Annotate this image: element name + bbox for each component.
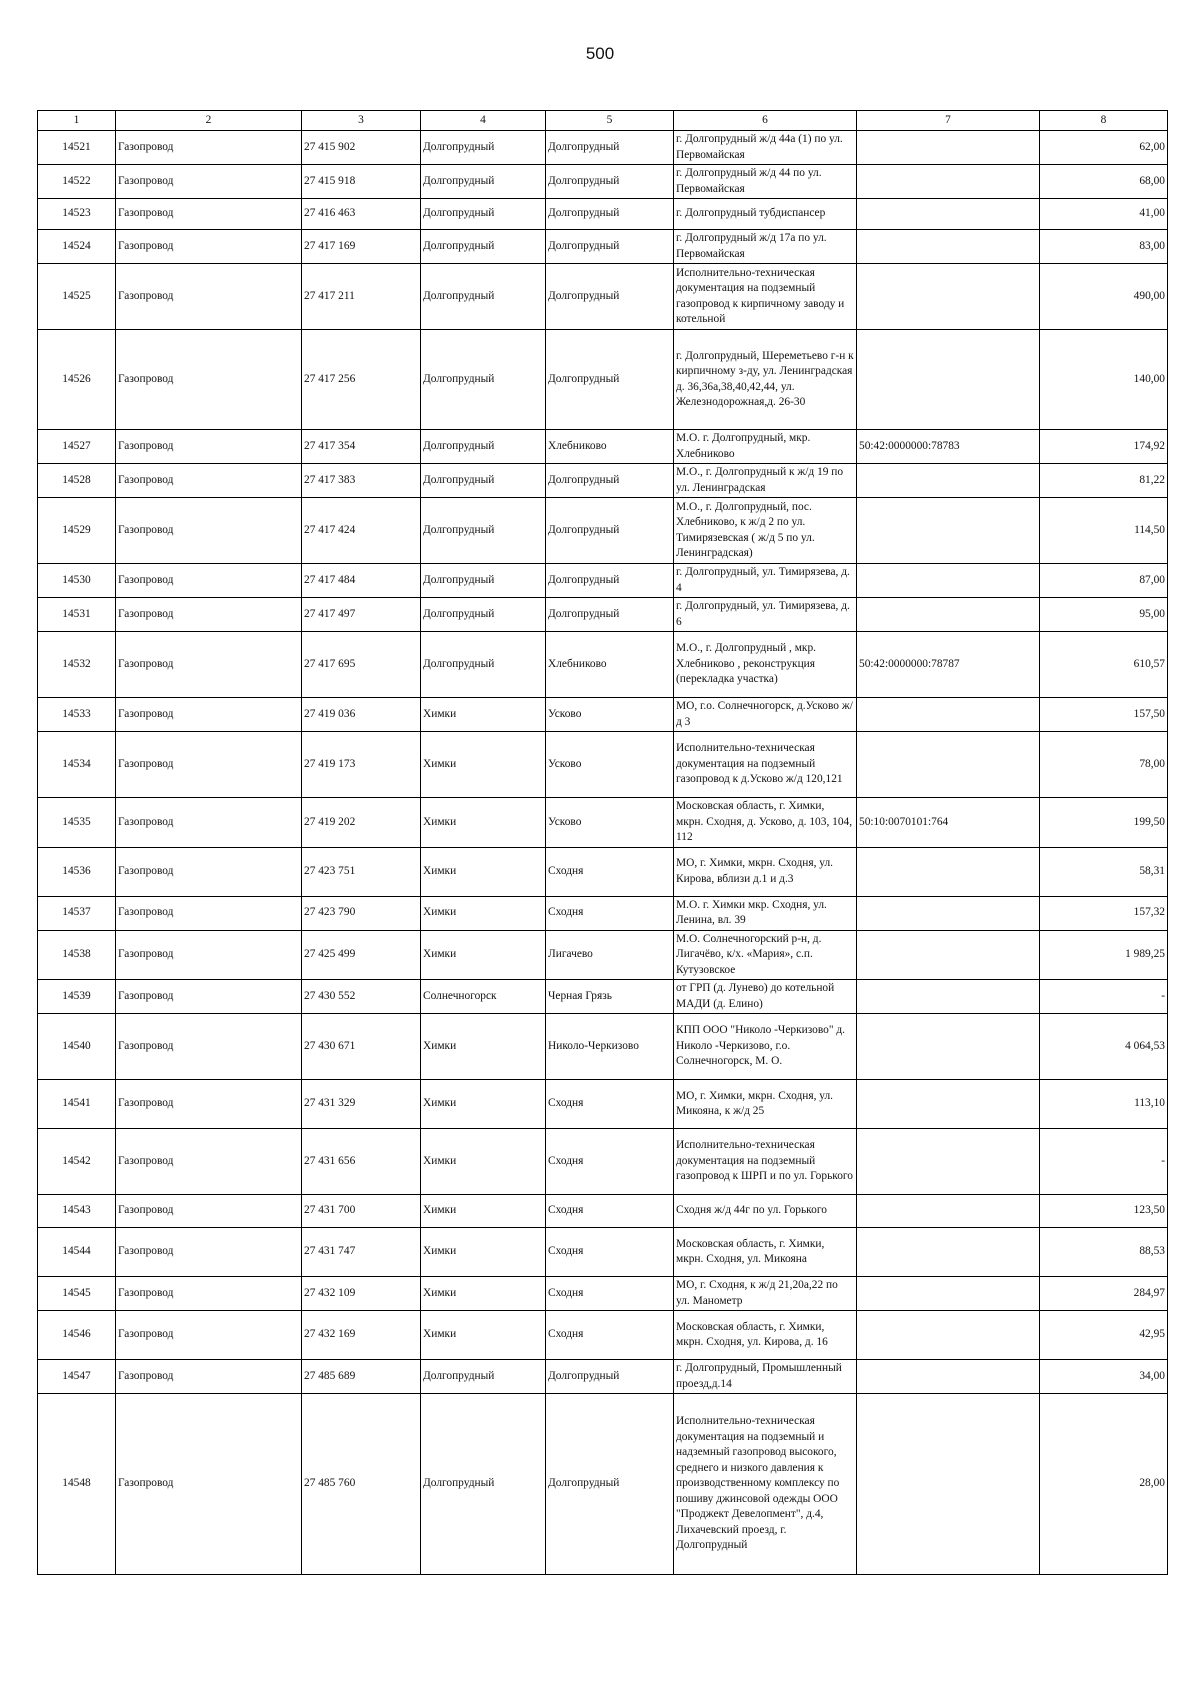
cell-address: Московская область, г. Химки, мкрн. Сходня, ул. Кирова, д. 16 <box>674 1311 857 1360</box>
cell-object-type: Газопровод <box>116 1080 302 1129</box>
cell-object-type: Газопровод <box>116 930 302 980</box>
cell-locality: Долгопрудный <box>546 598 674 632</box>
cell-number: 14529 <box>38 498 116 564</box>
table-row <box>38 1080 1168 1129</box>
table-row <box>38 264 1168 330</box>
cell-locality: Долгопрудный <box>546 165 674 199</box>
cell-inventory-code: 27 417 484 <box>302 564 421 598</box>
table-row <box>38 1360 1168 1394</box>
cell-cadastral-number <box>857 131 1040 165</box>
cell-number: 14525 <box>38 264 116 330</box>
cell-object-type: Газопровод <box>116 1195 302 1228</box>
cell-district: Химки <box>421 698 546 732</box>
cell-cadastral-number <box>857 732 1040 798</box>
table-row <box>38 732 1168 798</box>
table-row <box>38 464 1168 498</box>
cell-locality: Усково <box>546 732 674 798</box>
cell-cadastral-number <box>857 1277 1040 1311</box>
cell-number: 14531 <box>38 598 116 632</box>
cell-district: Долгопрудный <box>421 598 546 632</box>
cell-object-type: Газопровод <box>116 430 302 464</box>
cell-address: МО, г. Химки, мкрн. Сходня, ул. Кирова, вблизи д.1 и д.3 <box>674 847 857 896</box>
cell-locality: Сходня <box>546 847 674 896</box>
cell-locality: Сходня <box>546 1080 674 1129</box>
cell-value: 490,00 <box>1040 264 1168 330</box>
cell-object-type: Газопровод <box>116 1277 302 1311</box>
cell-inventory-code: 27 485 689 <box>302 1360 421 1394</box>
cell-cadastral-number <box>857 199 1040 230</box>
table-row <box>38 199 1168 230</box>
cell-object-type: Газопровод <box>116 131 302 165</box>
cell-district: Химки <box>421 1311 546 1360</box>
column-header: 1 <box>38 111 116 131</box>
cell-inventory-code: 27 431 747 <box>302 1228 421 1277</box>
cell-district: Химки <box>421 1129 546 1195</box>
cell-address: МО, г.о. Солнечногорск, д.Усково ж/д 3 <box>674 698 857 732</box>
cell-object-type: Газопровод <box>116 564 302 598</box>
cell-inventory-code: 27 417 424 <box>302 498 421 564</box>
cell-value: 114,50 <box>1040 498 1168 564</box>
cell-value: - <box>1040 980 1168 1014</box>
cell-cadastral-number <box>857 847 1040 896</box>
cell-address: г. Долгопрудный ж/д 44 по ул. Первомайская <box>674 165 857 199</box>
cell-number: 14545 <box>38 1277 116 1311</box>
cell-cadastral-number <box>857 1394 1040 1575</box>
cell-address: Исполнительно-техническая документация на подземный газопровод к кирпичному заводу и котельной <box>674 264 857 330</box>
cell-address: КПП ООО "Николо -Черкизово" д. Николо -Черкизово, г.о. Солнечногорск, М. О. <box>674 1014 857 1080</box>
cell-value: 95,00 <box>1040 598 1168 632</box>
table-row <box>38 847 1168 896</box>
table-row <box>38 632 1168 698</box>
table-row <box>38 564 1168 598</box>
cell-district: Химки <box>421 896 546 930</box>
cell-inventory-code: 27 415 902 <box>302 131 421 165</box>
cell-object-type: Газопровод <box>116 199 302 230</box>
cell-number: 14530 <box>38 564 116 598</box>
cell-number: 14528 <box>38 464 116 498</box>
cell-number: 14526 <box>38 330 116 430</box>
cell-cadastral-number <box>857 264 1040 330</box>
cell-inventory-code: 27 423 751 <box>302 847 421 896</box>
cell-district: Солнечногорск <box>421 980 546 1014</box>
cell-inventory-code: 27 417 256 <box>302 330 421 430</box>
cell-cadastral-number <box>857 1080 1040 1129</box>
cell-address: МО, г. Химки, мкрн. Сходня, ул. Микояна, к ж/д 25 <box>674 1080 857 1129</box>
cell-value: 610,57 <box>1040 632 1168 698</box>
cell-object-type: Газопровод <box>116 1014 302 1080</box>
cell-inventory-code: 27 425 499 <box>302 930 421 980</box>
cell-object-type: Газопровод <box>116 1311 302 1360</box>
cell-locality: Сходня <box>546 896 674 930</box>
cell-cadastral-number <box>857 698 1040 732</box>
cell-cadastral-number <box>857 1228 1040 1277</box>
cell-object-type: Газопровод <box>116 632 302 698</box>
cell-cadastral-number <box>857 980 1040 1014</box>
cell-value: 123,50 <box>1040 1195 1168 1228</box>
cell-inventory-code: 27 415 918 <box>302 165 421 199</box>
cell-object-type: Газопровод <box>116 896 302 930</box>
cell-value: 58,31 <box>1040 847 1168 896</box>
cell-object-type: Газопровод <box>116 165 302 199</box>
cell-number: 14527 <box>38 430 116 464</box>
page-number: 500 <box>585 44 615 63</box>
cell-inventory-code: 27 417 497 <box>302 598 421 632</box>
cell-value: 87,00 <box>1040 564 1168 598</box>
cell-cadastral-number <box>857 498 1040 564</box>
cell-address: г. Долгопрудный тубдиспансер <box>674 199 857 230</box>
cell-locality: Усково <box>546 798 674 848</box>
cell-value: 42,95 <box>1040 1311 1168 1360</box>
table-row <box>38 1129 1168 1195</box>
cell-inventory-code: 27 417 211 <box>302 264 421 330</box>
cell-value: 28,00 <box>1040 1394 1168 1575</box>
table-row <box>38 1014 1168 1080</box>
cell-inventory-code: 27 431 700 <box>302 1195 421 1228</box>
cell-inventory-code: 27 431 656 <box>302 1129 421 1195</box>
cell-district: Химки <box>421 1195 546 1228</box>
cell-number: 14541 <box>38 1080 116 1129</box>
cell-district: Долгопрудный <box>421 330 546 430</box>
cell-locality: Черная Грязь <box>546 980 674 1014</box>
cell-value: 68,00 <box>1040 165 1168 199</box>
cell-cadastral-number <box>857 230 1040 264</box>
cell-inventory-code: 27 419 173 <box>302 732 421 798</box>
cell-address: М.О., г. Долгопрудный к ж/д 19 по ул. Ленинградская <box>674 464 857 498</box>
table-row <box>38 1311 1168 1360</box>
cell-address: г. Долгопрудный ж/д 17а по ул. Первомайская <box>674 230 857 264</box>
cell-number: 14534 <box>38 732 116 798</box>
cell-object-type: Газопровод <box>116 1228 302 1277</box>
cell-value: 88,53 <box>1040 1228 1168 1277</box>
cell-district: Химки <box>421 930 546 980</box>
cell-district: Химки <box>421 1277 546 1311</box>
cell-number: 14532 <box>38 632 116 698</box>
cell-value: 174,92 <box>1040 430 1168 464</box>
cell-locality: Долгопрудный <box>546 230 674 264</box>
column-header: 3 <box>302 111 421 131</box>
cell-value: 62,00 <box>1040 131 1168 165</box>
cell-locality: Хлебниково <box>546 430 674 464</box>
cell-cadastral-number <box>857 598 1040 632</box>
cell-object-type: Газопровод <box>116 732 302 798</box>
cell-address: М.О., г. Долгопрудный , мкр. Хлебниково , реконструкция (перекладка участка) <box>674 632 857 698</box>
cell-district: Долгопрудный <box>421 564 546 598</box>
cell-inventory-code: 27 432 169 <box>302 1311 421 1360</box>
cell-address: Исполнительно-техническая документация на подземный газопровод к ШРП и по ул. Горького <box>674 1129 857 1195</box>
cell-address: Исполнительно-техническая документация на подземный газопровод к д.Усково ж/д 120,121 <box>674 732 857 798</box>
cell-inventory-code: 27 417 695 <box>302 632 421 698</box>
cell-value: 113,10 <box>1040 1080 1168 1129</box>
cell-locality: Хлебниково <box>546 632 674 698</box>
cell-inventory-code: 27 430 552 <box>302 980 421 1014</box>
cell-object-type: Газопровод <box>116 330 302 430</box>
cell-inventory-code: 27 417 169 <box>302 230 421 264</box>
cell-address: г. Долгопрудный, ул. Тимирязева, д. 4 <box>674 564 857 598</box>
cell-value: 157,50 <box>1040 698 1168 732</box>
cell-locality: Долгопрудный <box>546 264 674 330</box>
cell-district: Долгопрудный <box>421 131 546 165</box>
cell-locality: Долгопрудный <box>546 1360 674 1394</box>
cell-number: 14536 <box>38 847 116 896</box>
cell-cadastral-number <box>857 1014 1040 1080</box>
column-header: 8 <box>1040 111 1168 131</box>
cell-locality: Усково <box>546 698 674 732</box>
cell-value: 81,22 <box>1040 464 1168 498</box>
registry-table <box>37 110 1168 1575</box>
cell-number: 14539 <box>38 980 116 1014</box>
cell-address: Сходня ж/д 44г по ул. Горького <box>674 1195 857 1228</box>
cell-cadastral-number <box>857 1311 1040 1360</box>
cell-number: 14521 <box>38 131 116 165</box>
table-row <box>38 930 1168 980</box>
cell-address: М.О. г. Химки мкр. Сходня, ул. Ленина, вл. 39 <box>674 896 857 930</box>
cell-cadastral-number <box>857 464 1040 498</box>
cell-locality: Сходня <box>546 1277 674 1311</box>
cell-locality: Долгопрудный <box>546 498 674 564</box>
column-header: 6 <box>674 111 857 131</box>
cell-number: 14540 <box>38 1014 116 1080</box>
cell-address: М.О. г. Долгопрудный, мкр. Хлебниково <box>674 430 857 464</box>
cell-cadastral-number <box>857 330 1040 430</box>
cell-value: - <box>1040 1129 1168 1195</box>
cell-address: М.О. Солнечногорский р-н, д. Лигачёво, к/х. «Мария», с.п. Кутузовское <box>674 930 857 980</box>
cell-district: Долгопрудный <box>421 1394 546 1575</box>
header-row <box>38 111 1168 131</box>
cell-address: г. Долгопрудный, Промышленный проезд,д.14 <box>674 1360 857 1394</box>
table-row <box>38 498 1168 564</box>
table-row <box>38 430 1168 464</box>
cell-object-type: Газопровод <box>116 498 302 564</box>
cell-district: Химки <box>421 847 546 896</box>
cell-object-type: Газопровод <box>116 980 302 1014</box>
table-row <box>38 230 1168 264</box>
cell-cadastral-number <box>857 1360 1040 1394</box>
cell-inventory-code: 27 417 354 <box>302 430 421 464</box>
cell-locality: Сходня <box>546 1195 674 1228</box>
cell-value: 1 989,25 <box>1040 930 1168 980</box>
cell-inventory-code: 27 417 383 <box>302 464 421 498</box>
cell-locality: Долгопрудный <box>546 131 674 165</box>
cell-number: 14542 <box>38 1129 116 1195</box>
cell-district: Долгопрудный <box>421 165 546 199</box>
cell-object-type: Газопровод <box>116 1360 302 1394</box>
cell-locality: Долгопрудный <box>546 330 674 430</box>
cell-cadastral-number: 50:10:0070101:764 <box>857 798 1040 848</box>
cell-number: 14538 <box>38 930 116 980</box>
cell-number: 14523 <box>38 199 116 230</box>
table-row <box>38 598 1168 632</box>
cell-locality: Сходня <box>546 1228 674 1277</box>
cell-district: Долгопрудный <box>421 498 546 564</box>
cell-inventory-code: 27 419 036 <box>302 698 421 732</box>
table-row <box>38 165 1168 199</box>
table-row <box>38 1195 1168 1228</box>
cell-locality: Сходня <box>546 1129 674 1195</box>
cell-address: Исполнительно-техническая документация на подземный и надземный газопровод высокого, среднего и низкого давления к производственному комплексу по пошиву джинсовой одежды ООО "Проджект Девелопмент", д.4, Лихачевский проезд, г. Долгопрудный <box>674 1394 857 1575</box>
cell-inventory-code: 27 419 202 <box>302 798 421 848</box>
cell-address: МО, г. Сходня, к ж/д 21,20а,22 по ул. Манометр <box>674 1277 857 1311</box>
cell-cadastral-number <box>857 1195 1040 1228</box>
cell-locality: Долгопрудный <box>546 564 674 598</box>
cell-district: Химки <box>421 798 546 848</box>
cell-number: 14548 <box>38 1394 116 1575</box>
cell-inventory-code: 27 416 463 <box>302 199 421 230</box>
cell-cadastral-number <box>857 165 1040 199</box>
column-header: 2 <box>116 111 302 131</box>
cell-cadastral-number <box>857 564 1040 598</box>
cell-locality: Долгопрудный <box>546 1394 674 1575</box>
cell-object-type: Газопровод <box>116 1394 302 1575</box>
cell-value: 4 064,53 <box>1040 1014 1168 1080</box>
cell-value: 199,50 <box>1040 798 1168 848</box>
cell-object-type: Газопровод <box>116 798 302 848</box>
cell-value: 157,32 <box>1040 896 1168 930</box>
cell-object-type: Газопровод <box>116 464 302 498</box>
cell-number: 14546 <box>38 1311 116 1360</box>
cell-district: Долгопрудный <box>421 199 546 230</box>
cell-object-type: Газопровод <box>116 230 302 264</box>
cell-value: 284,97 <box>1040 1277 1168 1311</box>
cell-number: 14547 <box>38 1360 116 1394</box>
cell-value: 78,00 <box>1040 732 1168 798</box>
table-body <box>38 131 1168 1575</box>
cell-inventory-code: 27 431 329 <box>302 1080 421 1129</box>
cell-number: 14544 <box>38 1228 116 1277</box>
column-header: 5 <box>546 111 674 131</box>
cell-district: Долгопрудный <box>421 1360 546 1394</box>
cell-number: 14522 <box>38 165 116 199</box>
table-row <box>38 1228 1168 1277</box>
cell-address: г. Долгопрудный, ул. Тимирязева, д. 6 <box>674 598 857 632</box>
cell-cadastral-number: 50:42:0000000:78783 <box>857 430 1040 464</box>
cell-cadastral-number <box>857 1129 1040 1195</box>
table-row <box>38 698 1168 732</box>
cell-value: 41,00 <box>1040 199 1168 230</box>
cell-object-type: Газопровод <box>116 264 302 330</box>
table-row <box>38 131 1168 165</box>
column-header: 7 <box>857 111 1040 131</box>
table-row <box>38 798 1168 848</box>
cell-locality: Лигачево <box>546 930 674 980</box>
table-row <box>38 1277 1168 1311</box>
table-row <box>38 980 1168 1014</box>
cell-address: М.О., г. Долгопрудный, пос. Хлебниково, к ж/д 2 по ул. Тимирязевская ( ж/д 5 по ул. Ленинградская) <box>674 498 857 564</box>
cell-value: 140,00 <box>1040 330 1168 430</box>
cell-number: 14535 <box>38 798 116 848</box>
table-row <box>38 896 1168 930</box>
cell-address: г. Долгопрудный, Шереметьево г-н к кирпичному з-ду, ул. Ленинградская д. 36,36а,38,40,42,44, ул. Железнодорожная,д. 26-30 <box>674 330 857 430</box>
cell-object-type: Газопровод <box>116 598 302 632</box>
cell-object-type: Газопровод <box>116 1129 302 1195</box>
cell-district: Долгопрудный <box>421 430 546 464</box>
cell-cadastral-number: 50:42:0000000:78787 <box>857 632 1040 698</box>
cell-inventory-code: 27 432 109 <box>302 1277 421 1311</box>
cell-inventory-code: 27 430 671 <box>302 1014 421 1080</box>
cell-district: Химки <box>421 732 546 798</box>
cell-address: Московская область, г. Химки, мкрн. Сходня, д. Усково, д. 103, 104, 112 <box>674 798 857 848</box>
cell-district: Химки <box>421 1080 546 1129</box>
cell-inventory-code: 27 485 760 <box>302 1394 421 1575</box>
cell-locality: Долгопрудный <box>546 199 674 230</box>
cell-number: 14524 <box>38 230 116 264</box>
cell-address: Московская область, г. Химки, мкрн. Сходня, ул. Микояна <box>674 1228 857 1277</box>
cell-locality: Сходня <box>546 1311 674 1360</box>
cell-district: Долгопрудный <box>421 264 546 330</box>
cell-locality: Николо-Черкизово <box>546 1014 674 1080</box>
cell-value: 34,00 <box>1040 1360 1168 1394</box>
cell-address: от ГРП (д. Лунево) до котельной МАДИ (д. Елино) <box>674 980 857 1014</box>
cell-object-type: Газопровод <box>116 847 302 896</box>
cell-object-type: Газопровод <box>116 698 302 732</box>
cell-cadastral-number <box>857 896 1040 930</box>
cell-district: Долгопрудный <box>421 632 546 698</box>
cell-district: Химки <box>421 1014 546 1080</box>
cell-district: Долгопрудный <box>421 230 546 264</box>
cell-locality: Долгопрудный <box>546 464 674 498</box>
table-row <box>38 330 1168 430</box>
table-row <box>38 1394 1168 1575</box>
cell-district: Долгопрудный <box>421 464 546 498</box>
cell-number: 14533 <box>38 698 116 732</box>
cell-address: г. Долгопрудный ж/д 44а (1) по ул. Первомайская <box>674 131 857 165</box>
cell-cadastral-number <box>857 930 1040 980</box>
cell-number: 14537 <box>38 896 116 930</box>
cell-inventory-code: 27 423 790 <box>302 896 421 930</box>
cell-value: 83,00 <box>1040 230 1168 264</box>
cell-number: 14543 <box>38 1195 116 1228</box>
cell-district: Химки <box>421 1228 546 1277</box>
column-header: 4 <box>421 111 546 131</box>
